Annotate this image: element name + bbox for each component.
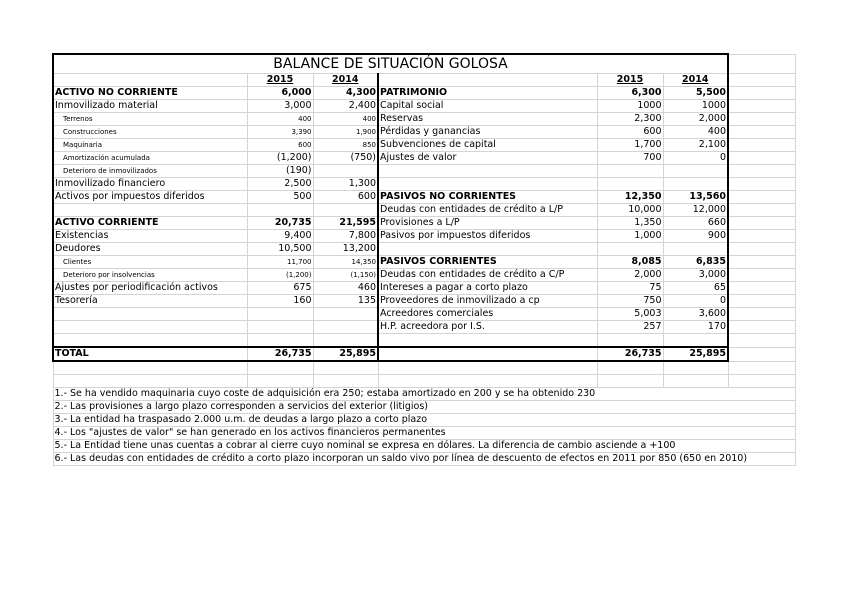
liability-label xyxy=(378,178,597,191)
asset-value-2015: (190) xyxy=(247,165,313,178)
asset-value-2014: 850 xyxy=(313,139,378,152)
balance-row xyxy=(53,87,795,100)
asset-value-2015: 600 xyxy=(247,139,313,152)
empty-cell xyxy=(378,361,597,375)
year-2014-left: 2014 xyxy=(313,74,378,87)
asset-label: Existencias xyxy=(53,230,247,243)
liability-value-2014 xyxy=(663,165,728,178)
liability-value-2014: 660 xyxy=(663,217,728,230)
liability-label xyxy=(378,165,597,178)
empty-cell xyxy=(247,361,313,375)
empty-cell xyxy=(728,113,795,126)
note-row xyxy=(53,440,795,453)
empty-cell xyxy=(53,375,247,388)
asset-label xyxy=(53,321,247,334)
asset-value-2015 xyxy=(247,321,313,334)
liability-value-2015: 6,300 xyxy=(597,87,663,100)
empty-cell xyxy=(728,375,795,388)
balance-sheet xyxy=(52,53,794,466)
liability-value-2015: 10,000 xyxy=(597,204,663,217)
liability-value-2014: 65 xyxy=(663,282,728,295)
asset-value-2015: 9,400 xyxy=(247,230,313,243)
balance-row xyxy=(53,295,795,308)
asset-label: Terrenos xyxy=(53,113,247,126)
asset-value-2014: 13,200 xyxy=(313,243,378,256)
liability-value-2015: 2,300 xyxy=(597,113,663,126)
balance-row xyxy=(53,165,795,178)
asset-value-2014: 1,300 xyxy=(313,178,378,191)
years-row xyxy=(53,74,795,87)
liability-value-2014 xyxy=(663,243,728,256)
empty-cell xyxy=(728,178,795,191)
liability-value-2014: 25,895 xyxy=(663,347,728,361)
balance-row xyxy=(53,334,795,348)
note-text: 3.- La entidad ha traspasado 2.000 u.m. de deudas a largo plazo a corto plazo xyxy=(53,414,795,427)
liability-value-2014: 1000 xyxy=(663,100,728,113)
liability-value-2015: 5,003 xyxy=(597,308,663,321)
liability-label: Deudas con entidades de crédito a C/P xyxy=(378,269,597,282)
balance-row xyxy=(53,191,795,204)
asset-value-2015: 20,735 xyxy=(247,217,313,230)
balance-row xyxy=(53,152,795,165)
empty-cell xyxy=(378,74,597,87)
empty-cell xyxy=(728,256,795,269)
liability-value-2015: 8,085 xyxy=(597,256,663,269)
asset-label: Clientes xyxy=(53,256,247,269)
empty-cell xyxy=(728,243,795,256)
balance-row xyxy=(53,178,795,191)
asset-value-2014: 25,895 xyxy=(313,347,378,361)
empty-cell xyxy=(313,375,378,388)
note-text: 1.- Se ha vendido maquinaria cuyo coste de adquisición era 250; estaba amortizado en 200 y se ha obtenido 230 xyxy=(53,388,795,401)
empty-cell xyxy=(728,74,795,87)
balance-row xyxy=(53,321,795,334)
asset-value-2014: 600 xyxy=(313,191,378,204)
note-text: 4.- Los "ajustes de valor" se han generado en los activos financieros permanentes xyxy=(53,427,795,440)
liability-value-2015: 257 xyxy=(597,321,663,334)
liability-label xyxy=(378,243,597,256)
empty-cell xyxy=(728,321,795,334)
asset-label: ACTIVO NO CORRIENTE xyxy=(53,87,247,100)
asset-value-2015: 10,500 xyxy=(247,243,313,256)
empty-cell xyxy=(728,217,795,230)
note-row xyxy=(53,427,795,440)
asset-label: Tesorería xyxy=(53,295,247,308)
liability-value-2014: 12,000 xyxy=(663,204,728,217)
balance-row xyxy=(53,139,795,152)
note-text: 2.- Las provisiones a largo plazo corresponden a servicios del exterior (litigios) xyxy=(53,401,795,414)
asset-label: Construcciones xyxy=(53,126,247,139)
asset-label: Deterioro de inmovilizados xyxy=(53,165,247,178)
empty-cell xyxy=(728,334,795,348)
liability-label xyxy=(378,347,597,361)
empty-cell xyxy=(728,54,795,74)
balance-row xyxy=(53,282,795,295)
empty-cell xyxy=(663,375,728,388)
asset-value-2014 xyxy=(313,334,378,348)
asset-value-2014: 21,595 xyxy=(313,217,378,230)
liability-label: PATRIMONIO xyxy=(378,87,597,100)
note-text: 5.- La Entidad tiene unas cuentas a cobrar al cierre cuyo nominal se expresa en dólares. La diferencia de cambio asciende a +100 xyxy=(53,440,795,453)
balance-row xyxy=(53,113,795,126)
liability-label xyxy=(378,334,597,348)
asset-label: Activos por impuestos diferidos xyxy=(53,191,247,204)
asset-label: Inmovilizado material xyxy=(53,100,247,113)
liability-value-2014: 170 xyxy=(663,321,728,334)
liability-value-2014: 900 xyxy=(663,230,728,243)
balance-row xyxy=(53,243,795,256)
asset-value-2015: 6,000 xyxy=(247,87,313,100)
liability-label: Pérdidas y ganancias xyxy=(378,126,597,139)
empty-cell xyxy=(728,126,795,139)
asset-value-2015: (1,200) xyxy=(247,152,313,165)
asset-label: Deudores xyxy=(53,243,247,256)
asset-label xyxy=(53,334,247,348)
liability-value-2014: 0 xyxy=(663,295,728,308)
empty-cell xyxy=(728,204,795,217)
balance-row xyxy=(53,217,795,230)
empty-cell xyxy=(728,269,795,282)
balance-row xyxy=(53,126,795,139)
note-text: 6.- Las deudas con entidades de crédito a corto plazo incorporan un saldo vivo por línea de descuento de efectos en 2011 por 850 (650 en 2010) xyxy=(53,453,795,466)
empty-cell xyxy=(728,308,795,321)
empty-cell xyxy=(728,152,795,165)
spacer-row xyxy=(53,361,795,375)
liability-label: Acreedores comerciales xyxy=(378,308,597,321)
empty-cell xyxy=(728,100,795,113)
asset-value-2015: 675 xyxy=(247,282,313,295)
asset-value-2014: (750) xyxy=(313,152,378,165)
liability-value-2015: 75 xyxy=(597,282,663,295)
note-row xyxy=(53,388,795,401)
liability-value-2014 xyxy=(663,334,728,348)
asset-value-2014 xyxy=(313,165,378,178)
liability-value-2015: 12,350 xyxy=(597,191,663,204)
balance-row xyxy=(53,269,795,282)
asset-value-2014: 460 xyxy=(313,282,378,295)
liability-value-2015 xyxy=(597,165,663,178)
balance-row xyxy=(53,256,795,269)
liability-label: Reservas xyxy=(378,113,597,126)
liability-value-2014: 2,100 xyxy=(663,139,728,152)
empty-cell xyxy=(597,375,663,388)
liability-label: Provisiones a L/P xyxy=(378,217,597,230)
balance-row xyxy=(53,100,795,113)
liability-value-2014: 0 xyxy=(663,152,728,165)
asset-value-2014: 4,300 xyxy=(313,87,378,100)
empty-cell xyxy=(728,139,795,152)
asset-label: ACTIVO CORRIENTE xyxy=(53,217,247,230)
liability-value-2014: 13,560 xyxy=(663,191,728,204)
asset-value-2015 xyxy=(247,334,313,348)
liability-value-2015: 600 xyxy=(597,126,663,139)
empty-cell xyxy=(247,375,313,388)
liability-value-2015: 700 xyxy=(597,152,663,165)
asset-value-2015: 3,000 xyxy=(247,100,313,113)
asset-value-2014: 400 xyxy=(313,113,378,126)
empty-cell xyxy=(728,347,795,361)
liability-value-2015: 1,000 xyxy=(597,230,663,243)
asset-label: Maquinaria xyxy=(53,139,247,152)
liability-label: Deudas con entidades de crédito a L/P xyxy=(378,204,597,217)
liability-value-2014: 5,500 xyxy=(663,87,728,100)
balance-table xyxy=(52,53,796,466)
asset-label: Inmovilizado financiero xyxy=(53,178,247,191)
liability-value-2015: 1,700 xyxy=(597,139,663,152)
asset-value-2015: 2,500 xyxy=(247,178,313,191)
spacer-row xyxy=(53,375,795,388)
empty-cell xyxy=(663,361,728,375)
liability-label: Intereses a pagar a corto plazo xyxy=(378,282,597,295)
asset-value-2014: (1,150) xyxy=(313,269,378,282)
asset-label: Ajustes por periodificación activos xyxy=(53,282,247,295)
liability-value-2014: 6,835 xyxy=(663,256,728,269)
sheet-title: BALANCE DE SITUACIÓN GOLOSA xyxy=(53,54,728,74)
empty-cell xyxy=(728,361,795,375)
asset-value-2015: 26,735 xyxy=(247,347,313,361)
asset-value-2015: 400 xyxy=(247,113,313,126)
balance-row xyxy=(53,308,795,321)
liability-label: Ajustes de valor xyxy=(378,152,597,165)
liability-value-2014: 400 xyxy=(663,126,728,139)
asset-value-2015: 11,700 xyxy=(247,256,313,269)
liability-value-2015: 750 xyxy=(597,295,663,308)
asset-value-2015: 160 xyxy=(247,295,313,308)
asset-value-2015 xyxy=(247,308,313,321)
asset-label xyxy=(53,204,247,217)
asset-label: Amortización acumulada xyxy=(53,152,247,165)
empty-cell xyxy=(313,361,378,375)
liability-value-2015: 1000 xyxy=(597,100,663,113)
year-2015-right: 2015 xyxy=(597,74,663,87)
liability-label: Subvenciones de capital xyxy=(378,139,597,152)
liability-value-2015: 1,350 xyxy=(597,217,663,230)
note-row xyxy=(53,401,795,414)
asset-value-2014: 135 xyxy=(313,295,378,308)
liability-value-2015: 2,000 xyxy=(597,269,663,282)
year-2014-right: 2014 xyxy=(663,74,728,87)
liability-label: PASIVOS NO CORRIENTES xyxy=(378,191,597,204)
asset-value-2015: 3,390 xyxy=(247,126,313,139)
liability-value-2014 xyxy=(663,178,728,191)
asset-value-2015: (1,200) xyxy=(247,269,313,282)
total-row xyxy=(53,347,795,361)
liability-label: Proveedores de inmovilizado a cp xyxy=(378,295,597,308)
liability-value-2014: 3,000 xyxy=(663,269,728,282)
asset-label: TOTAL xyxy=(53,347,247,361)
empty-cell xyxy=(728,87,795,100)
balance-row xyxy=(53,230,795,243)
liability-label: PASIVOS CORRIENTES xyxy=(378,256,597,269)
liability-label: Pasivos por impuestos diferidos xyxy=(378,230,597,243)
liability-value-2014: 2,000 xyxy=(663,113,728,126)
empty-cell xyxy=(597,361,663,375)
empty-cell xyxy=(53,361,247,375)
liability-value-2015 xyxy=(597,178,663,191)
liability-label: H.P. acreedora por I.S. xyxy=(378,321,597,334)
title-row xyxy=(53,54,795,74)
asset-value-2014 xyxy=(313,321,378,334)
asset-value-2014 xyxy=(313,308,378,321)
asset-value-2014 xyxy=(313,204,378,217)
liability-label: Capital social xyxy=(378,100,597,113)
liability-value-2014: 3,600 xyxy=(663,308,728,321)
asset-value-2015 xyxy=(247,204,313,217)
asset-value-2014: 2,400 xyxy=(313,100,378,113)
liability-value-2015 xyxy=(597,243,663,256)
empty-cell xyxy=(728,282,795,295)
asset-value-2014: 1,900 xyxy=(313,126,378,139)
balance-row xyxy=(53,204,795,217)
asset-label: Deterioro por insolvencias xyxy=(53,269,247,282)
asset-value-2014: 14,350 xyxy=(313,256,378,269)
empty-cell xyxy=(728,165,795,178)
asset-label xyxy=(53,308,247,321)
asset-value-2015: 500 xyxy=(247,191,313,204)
note-row xyxy=(53,453,795,466)
note-row xyxy=(53,414,795,427)
empty-cell xyxy=(728,230,795,243)
empty-cell xyxy=(53,74,247,87)
empty-cell xyxy=(378,375,597,388)
liability-value-2015: 26,735 xyxy=(597,347,663,361)
asset-value-2014: 7,800 xyxy=(313,230,378,243)
liability-value-2015 xyxy=(597,334,663,348)
empty-cell xyxy=(728,295,795,308)
empty-cell xyxy=(728,191,795,204)
year-2015-left: 2015 xyxy=(247,74,313,87)
